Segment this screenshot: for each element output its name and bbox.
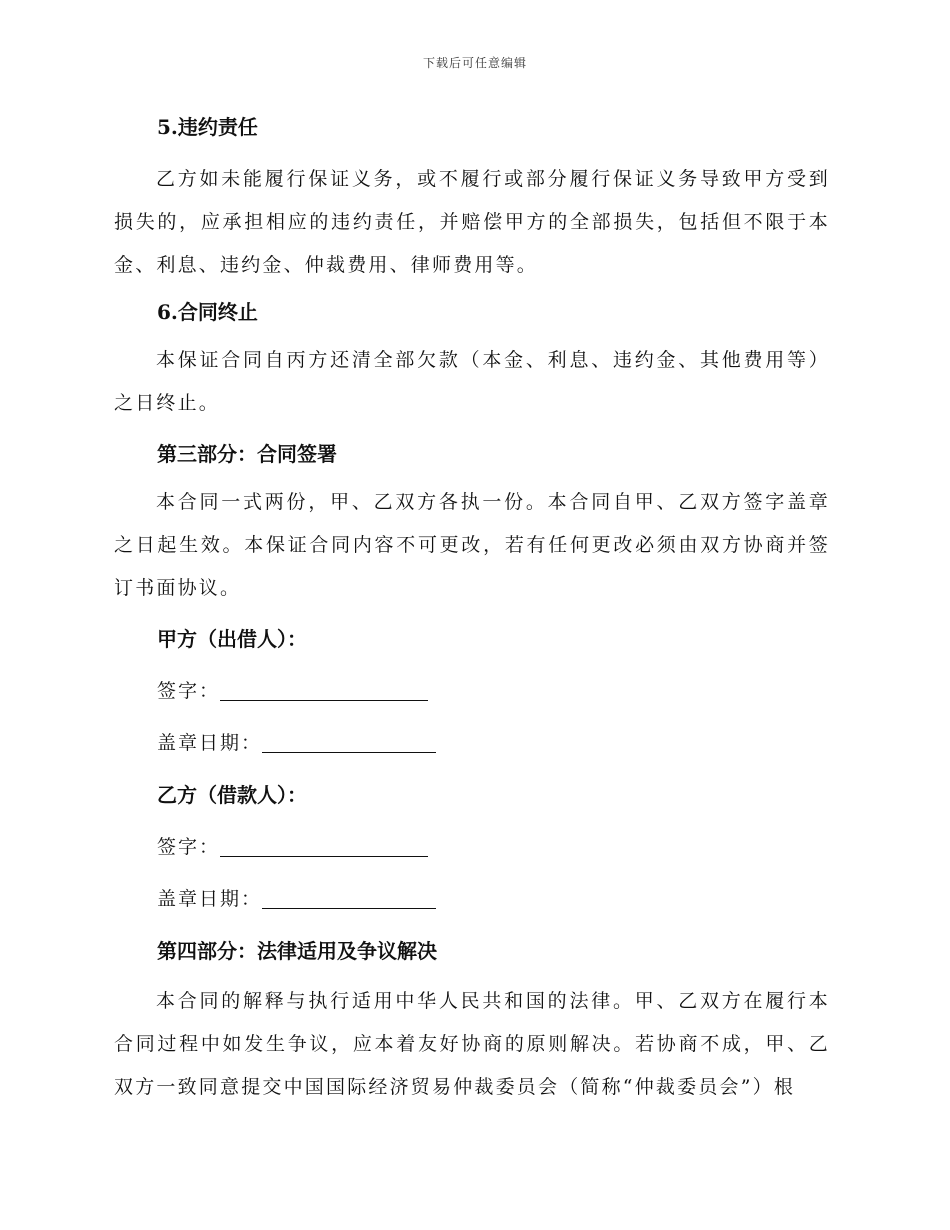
party-b-sign-blank[interactable] [220, 834, 428, 857]
party-b-title: 乙方（借款人）： [157, 783, 307, 807]
part-3-body: 本合同一式两份，甲、乙双方各执一份。本合同自甲、乙双方签字盖章之日起生效。本保证合同内容不可更改，若有任何更改必须由双方协商并签订书面协议。 [114, 491, 830, 599]
party-b-sign-label: 签字： [157, 836, 221, 858]
party-b-date-label: 盖章日期： [157, 888, 263, 910]
party-a-sign-blank[interactable] [220, 678, 428, 701]
party-a-date-row [114, 726, 830, 760]
party-a-date-label: 盖章日期： [157, 732, 263, 754]
page-header: 下载后可任意编辑 [422, 56, 527, 70]
party-a-sign-row [114, 674, 830, 708]
party-a-title: 甲方（出借人）： [157, 627, 307, 651]
section-5-body: 乙方如未能履行保证义务，或不履行或部分履行保证义务导致甲方受到损失的，应承担相应的违约责任，并赔偿甲方的全部损失，包括但不限于本金、利息、违约金、仲裁费用、律师费用等。 [114, 168, 830, 276]
part-3-title: 第三部分：合同签署 [157, 442, 337, 466]
party-b-date-blank[interactable] [262, 886, 436, 909]
party-a-date-blank[interactable] [262, 730, 436, 753]
party-b-date-row [114, 882, 830, 916]
party-a-sign-label: 签字： [157, 680, 221, 702]
section-6-body: 本保证合同自丙方还清全部欠款（本金、利息、违约金、其他费用等）之日终止。 [114, 349, 830, 414]
section-6-title: 6.合同终止 [157, 300, 258, 324]
document-body [114, 110, 830, 1109]
part-4-body: 本合同的解释与执行适用中华人民共和国的法律。甲、乙双方在履行本合同过程中如发生争议，应本着友好协商的原则解决。若协商不成，甲、乙双方一致同意提交中国国际经济贸易仲裁委员会（简称“仲裁委员会”）根 [114, 990, 830, 1098]
party-b-sign-row [114, 830, 830, 864]
part-4-title: 第四部分：法律适用及争议解决 [157, 939, 437, 963]
section-5-title: 5.违约责任 [157, 115, 258, 139]
